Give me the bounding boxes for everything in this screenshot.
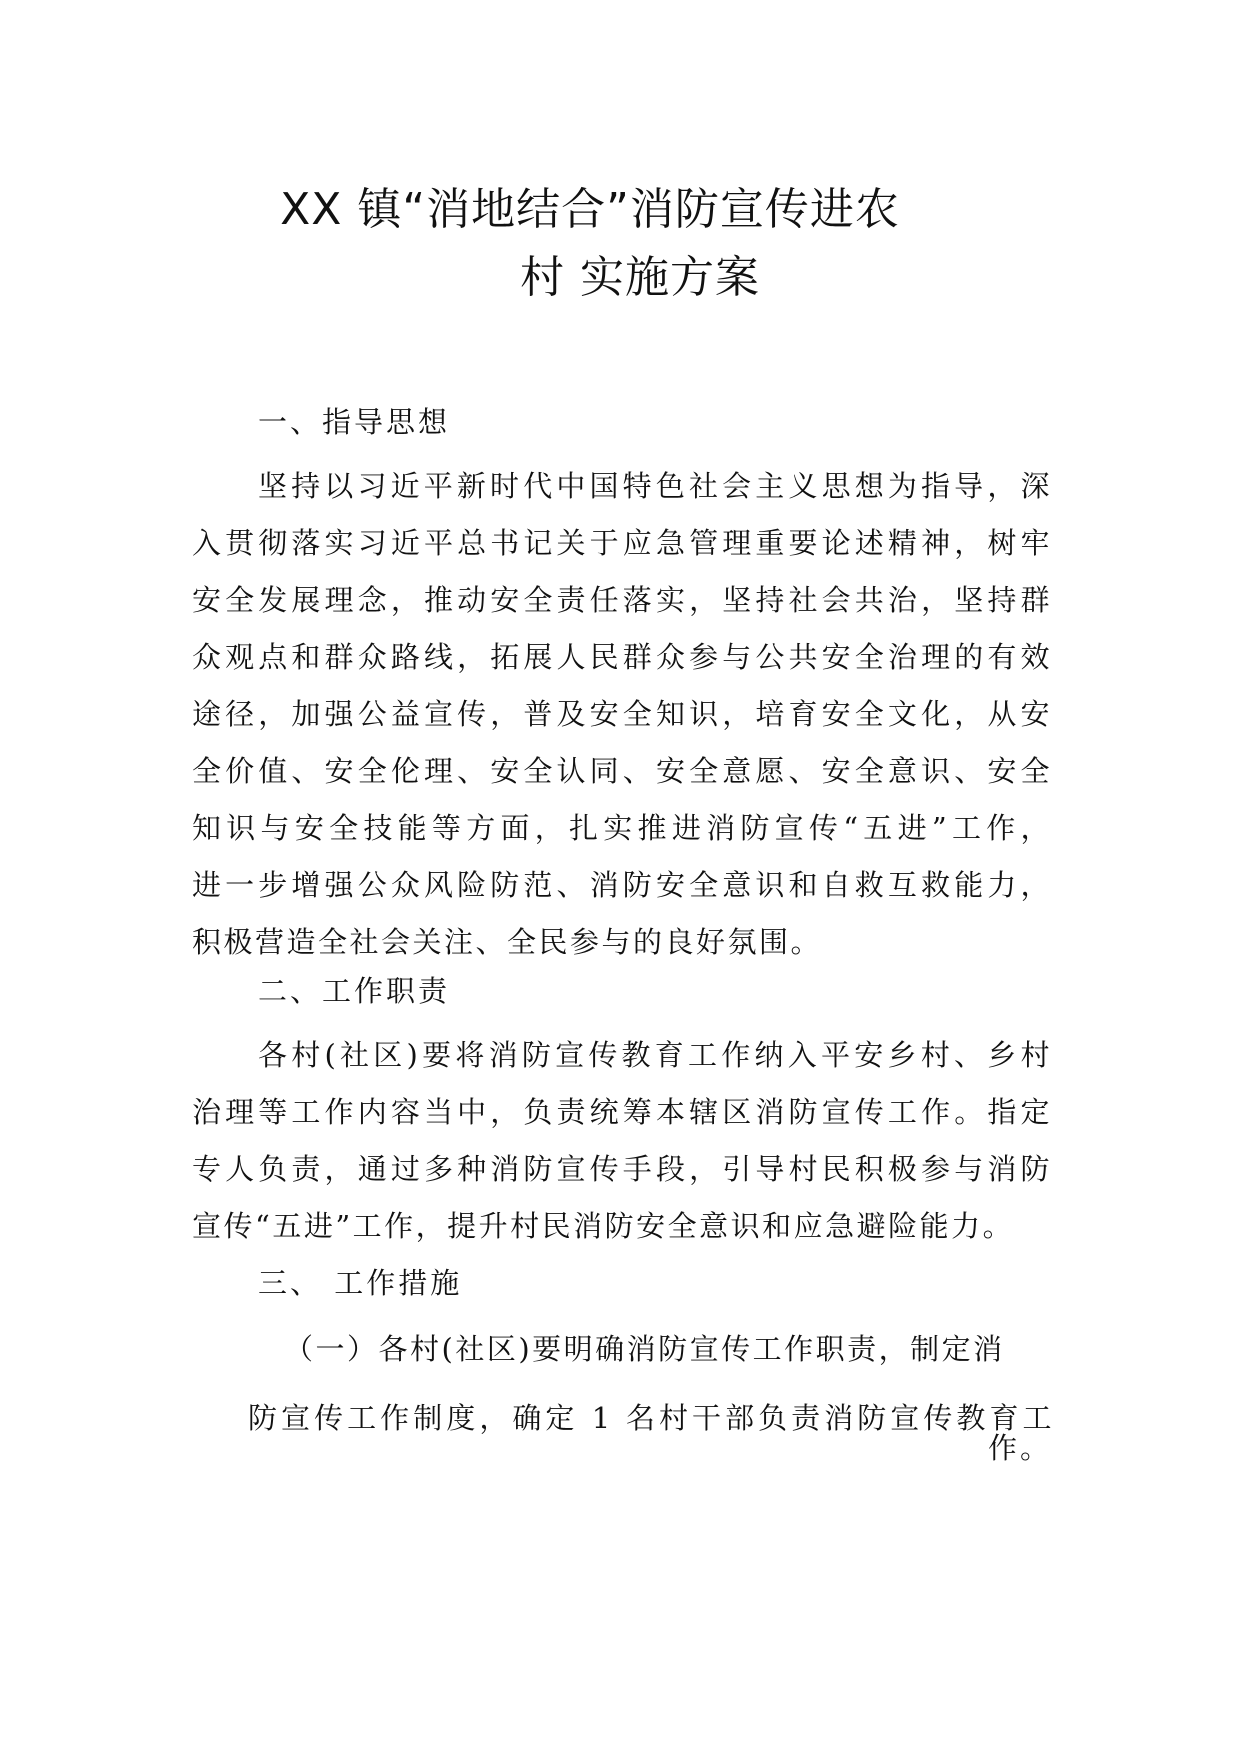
paragraph-line: 防宣传工作制度，确定 1 名村干部负责消防宣传教育工 xyxy=(248,1401,1054,1435)
section-body-work-measures-line-2-wrap xyxy=(248,1398,1054,1438)
paragraph-line: 专人负责，通过多种消防宣传手段，引导村民积极参与消防 xyxy=(192,1152,1052,1186)
paragraph-line: 安全发展理念，推动安全责任落实，坚持社会共治，坚持群 xyxy=(192,583,1052,617)
paragraph-line: 进一步增强公众风险防范、消防安全意识和自救互救能力， xyxy=(192,868,1052,902)
paragraph-line: 宣传“五进”工作，提升村民消防安全意识和应急避险能力。 xyxy=(192,1209,1015,1243)
section-heading-guiding-ideology: 一、指导思想 xyxy=(258,405,451,439)
paragraph-line: 积极营造全社会关注、全民参与的良好氛围。 xyxy=(192,925,823,959)
section-body-work-duties xyxy=(192,1027,1052,1255)
paragraph-line: 坚持以习近平新时代中国特色社会主义思想为指导，深 xyxy=(258,469,1052,503)
document-title-line-2: 村 实施方案 xyxy=(520,252,760,303)
paragraph-line-tail: 作。 xyxy=(988,1431,1053,1465)
section-heading-work-measures: 三、 工作措施 xyxy=(258,1266,463,1300)
paragraph-line: （一）各村(社区)要明确消防宣传工作职责，制定消 xyxy=(284,1332,1005,1366)
paragraph-line: 知识与安全技能等方面，扎实推进消防宣传“五进”工作， xyxy=(192,811,1052,845)
paragraph-line: 全价值、安全伦理、安全认同、安全意愿、安全意识、安全 xyxy=(192,754,1052,788)
paragraph-line: 众观点和群众路线，拓展人民群众参与公共安全治理的有效 xyxy=(192,640,1052,674)
paragraph-line: 入贯彻落实习近平总书记关于应急管理重要论述精神，树牢 xyxy=(192,526,1052,560)
section-body-work-measures-line-1-wrap xyxy=(284,1321,1052,1378)
paragraph-line: 途径，加强公益宣传，普及安全知识，培育安全文化，从安 xyxy=(192,697,1052,731)
document-title-line-1: XX 镇“消地结合”消防宣传进农 xyxy=(280,184,900,235)
paragraph-line: 各村(社区)要将消防宣传教育工作纳入平安乡村、乡村 xyxy=(258,1038,1052,1072)
section-heading-work-duties: 二、工作职责 xyxy=(258,974,451,1008)
section-body-guiding-ideology xyxy=(192,458,1052,971)
paragraph-line: 治理等工作内容当中，负责统筹本辖区消防宣传工作。指定 xyxy=(192,1095,1052,1129)
